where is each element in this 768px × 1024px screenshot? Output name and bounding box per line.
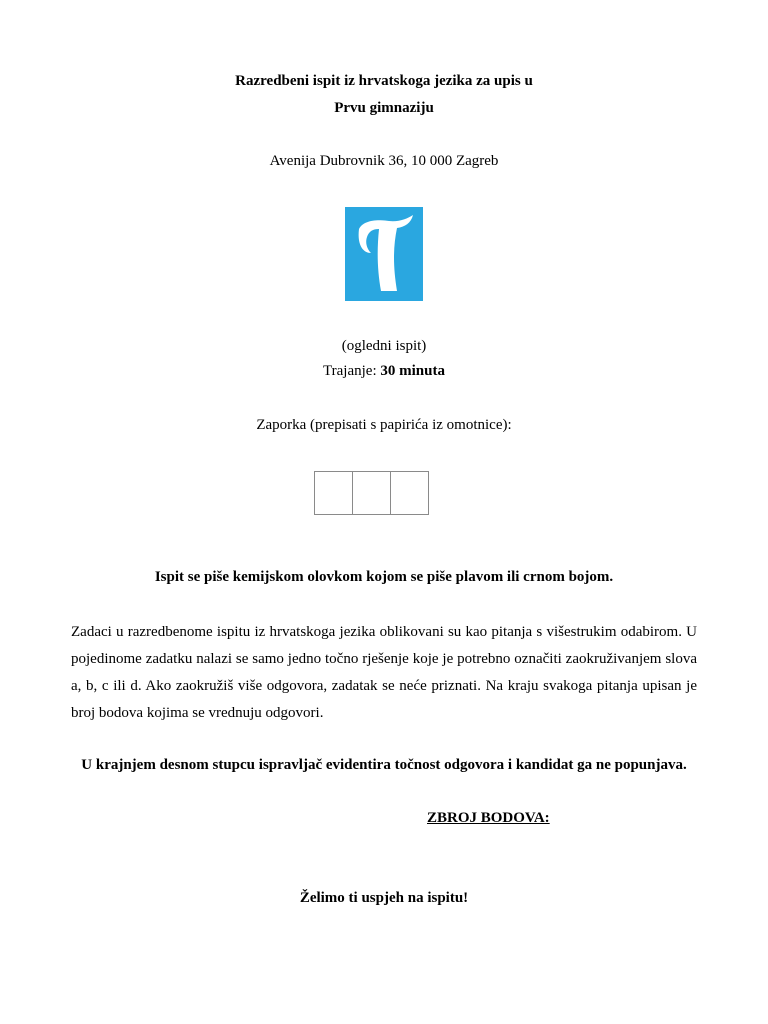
code-box-1[interactable]: [315, 472, 353, 514]
code-box-3[interactable]: [391, 472, 428, 514]
document-title: [0, 68, 768, 122]
code-label: Zaporka (prepisati s papirića iz omotnice):: [256, 417, 512, 433]
instructions-paragraph: Zadaci u razredbenome ispitu iz hrvatskoga jezika oblikovani su kao pitanja s višestrukim odabirom. U pojedinome zadatku nalazi se samo jedno točno rješenje koje je potrebno označiti zaokruživanjem slova a, b, c ili d. Ako zaokružiš više odgovora, zadatak se neće priznati. Na kraju svakoga pitanja upisan je broj bodova kojima se vrednuju odgovori.: [71, 624, 697, 721]
title-line-1: Razredbeni ispit iz hrvatskoga jezika za upis u: [235, 73, 533, 89]
sample-exam-label: (ogledni ispit): [341, 338, 427, 354]
title-line-2: Prvu gimnaziju: [334, 100, 434, 116]
school-logo: [345, 207, 423, 301]
code-box-2[interactable]: [353, 472, 391, 514]
pen-notice: Ispit se piše kemijskom olovkom kojom se piše plavom ili crnom bojom.: [154, 569, 614, 585]
code-entry-boxes: [314, 471, 429, 515]
score-total-label: ZBROJ BODOVA:: [427, 810, 550, 826]
school-address: Avenija Dubrovnik 36, 10 000 Zagreb: [269, 153, 499, 169]
closing-message: Želimo ti uspjeh na ispitu!: [299, 890, 469, 906]
grader-notice: U krajnjem desnom stupcu ispravljač evidentira točnost odgovora i kandidat ga ne popunjava.: [81, 757, 687, 773]
duration-label: Trajanje:: [323, 363, 377, 379]
letter-j-logo-icon: [345, 207, 423, 301]
duration-line: [0, 363, 768, 380]
duration-value: 30 minuta: [380, 363, 445, 379]
